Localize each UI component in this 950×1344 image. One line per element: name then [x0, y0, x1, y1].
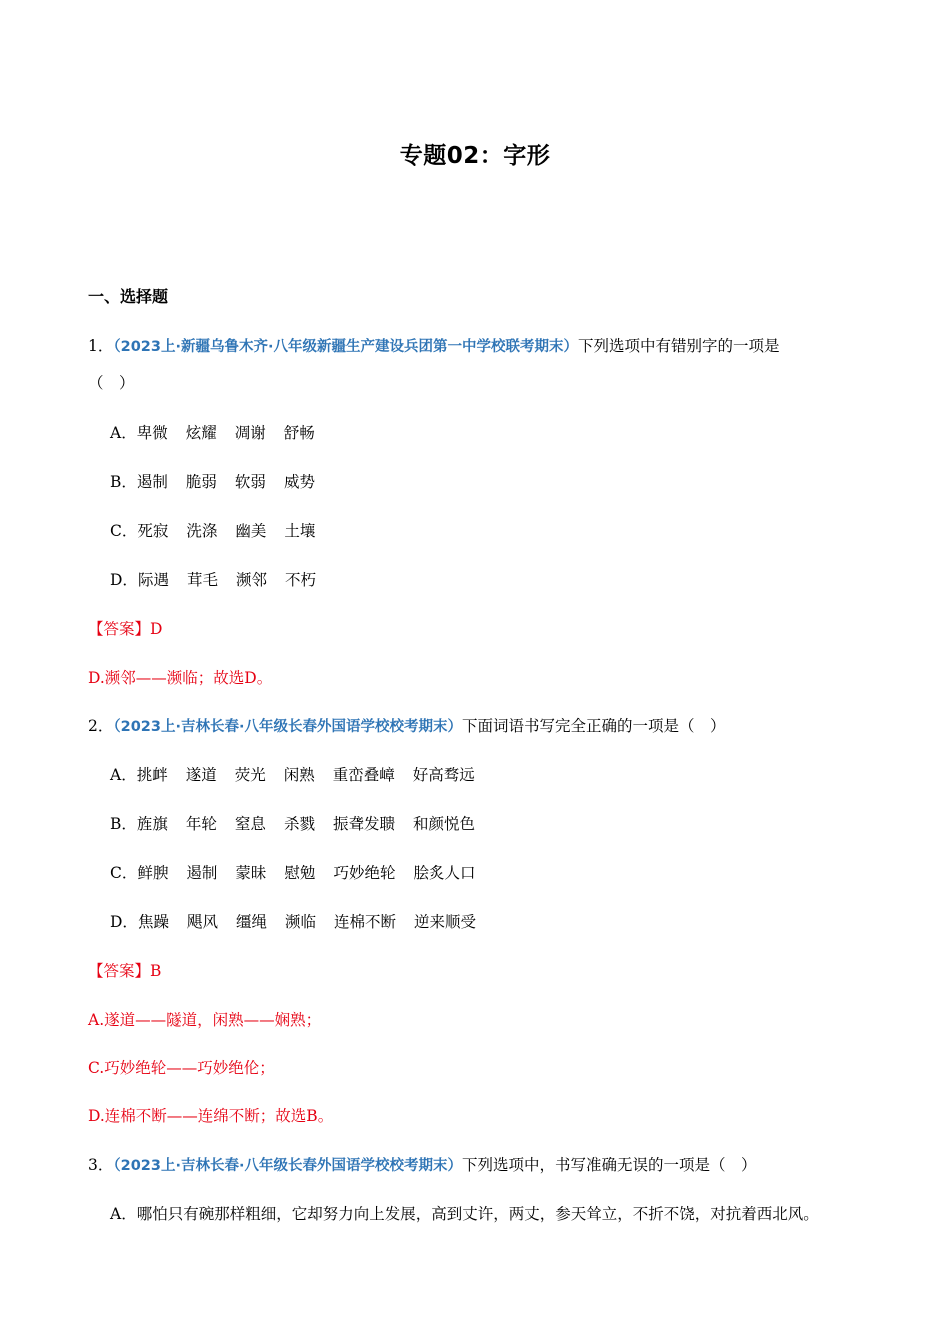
page-title: 专题02：字形	[399, 143, 551, 169]
question-3	[88, 1153, 757, 1175]
option-b: B．旌旗 年轮 窒息 杀戮 振聋发聩 和颜悦色	[110, 815, 475, 833]
option-d: D．焦躁 飓风 缰绳 濒临 连棉不断 逆来顺受	[110, 913, 477, 931]
question-1-bracket: （ ）	[88, 374, 135, 392]
question-2	[88, 714, 726, 736]
question-stem: 下面词语书写完全正确的一项是（ ）	[462, 717, 726, 735]
section-heading: 一、选择题	[88, 287, 169, 306]
option-c: C．死寂 洗涤 幽美 土壤	[110, 522, 316, 540]
answer-explanation: A.遂道——隧道，闲熟——娴熟；	[88, 1011, 322, 1029]
option-d: D．际遇 茸毛 濒邻 不朽	[110, 571, 316, 589]
option-a: A．卑微 炫耀 凋谢 舒畅	[110, 424, 315, 442]
question-1	[88, 334, 780, 356]
question-number: 1．	[88, 337, 114, 355]
option-a: A．哪怕只有碗那样粗细，它却努力向上发展，高到丈许，两丈，参天耸立，不折不饶，对抗着西北风。	[110, 1205, 819, 1223]
question-source: （2023上·新疆乌鲁木齐·八年级新疆生产建设兵团第一中学校联考期末）	[113, 339, 578, 355]
answer-explanation: D.连棉不断——连绵不断；故选B。	[88, 1107, 334, 1125]
answer-explanation: C.巧妙绝轮——巧妙绝伦；	[88, 1059, 275, 1077]
answer-explanation: D.濒邻——濒临；故选D。	[88, 669, 273, 687]
option-c: C．鲜腴 遏制 蒙昧 慰勉 巧妙绝轮 脍炙人口	[110, 864, 476, 882]
question-number: 3．	[88, 1156, 114, 1174]
answer-label: 【答案】B	[88, 962, 162, 980]
question-source: （2023上·吉林长春·八年级长春外国语学校校考期末）	[113, 719, 462, 735]
question-source: （2023上·吉林长春·八年级长春外国语学校校考期末）	[113, 1158, 462, 1174]
question-number: 2．	[88, 717, 114, 735]
question-stem: 下列选项中有错别字的一项是	[578, 337, 780, 355]
option-a: A．挑衅 遂道 荧光 闲熟 重峦叠嶂 好高骛远	[110, 766, 475, 784]
option-b: B．遏制 脆弱 软弱 威势	[110, 473, 315, 491]
answer-label: 【答案】D	[88, 620, 163, 638]
question-stem: 下列选项中，书写准确无误的一项是（ ）	[462, 1156, 757, 1174]
